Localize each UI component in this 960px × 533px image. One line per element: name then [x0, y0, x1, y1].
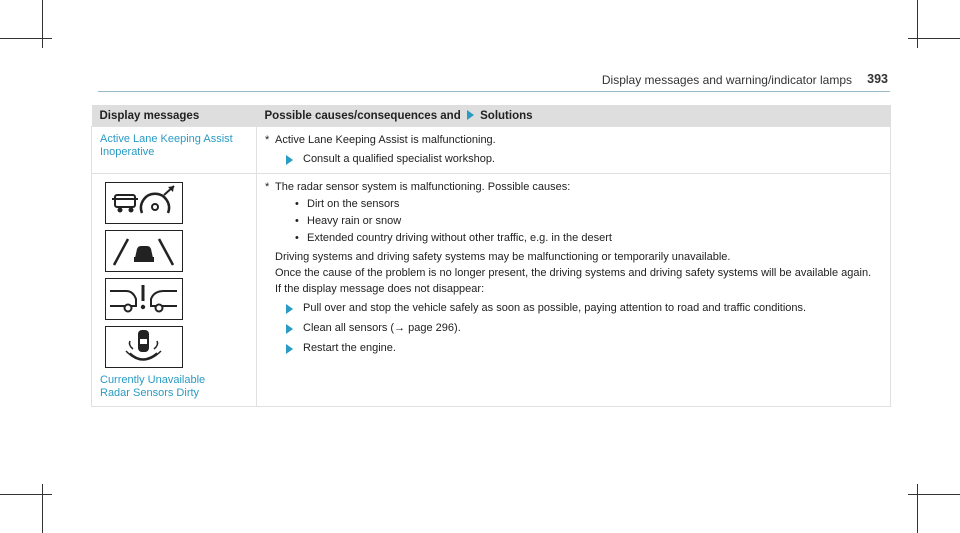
crop-mark: [0, 494, 52, 495]
distance-assist-warning-icon: [105, 182, 183, 224]
message-text: Radar Sensors Dirty: [100, 387, 200, 399]
solution-step: Pull over and stop the vehicle safely as soon as possible, paying attention to road and traffic conditions.: [283, 302, 882, 316]
col-header-causes: Possible causes/consequences and Solutions: [257, 105, 891, 127]
page-reference-link[interactable]: page 296: [408, 322, 455, 334]
paragraph: If the display message does not disappear:: [275, 283, 485, 295]
crop-mark: [42, 0, 43, 48]
parking-sensors-icon: [105, 326, 183, 368]
crop-mark: [42, 484, 43, 533]
lane-assist-icon: [105, 230, 183, 272]
collision-warning-icon: [105, 278, 183, 320]
crop-mark: [0, 38, 52, 39]
table-header-row: [92, 105, 891, 127]
message-text: Inoperative: [100, 146, 155, 158]
cause-cell: * Active Lane Keeping Assist is malfunctioning. Consult a qualified specialist workshop.: [257, 127, 891, 174]
table-row: [92, 127, 891, 174]
message-cell: [92, 127, 257, 174]
list-item: • Heavy rain or snow: [295, 215, 402, 227]
message-text: Active Lane Keeping Assist: [100, 133, 233, 145]
arrow-right-icon: [286, 344, 293, 354]
arrow-right-icon: [286, 304, 293, 314]
solution-step: Restart the engine.: [283, 342, 882, 356]
solution-step: Consult a qualified specialist workshop.: [283, 153, 882, 167]
page-number: 393: [867, 72, 888, 86]
table-row: [92, 174, 891, 407]
cause-cell: * The radar sensor system is malfunctioning. Possible causes: • Dirt on the sensors • Heavy rain or snow • Extended country driving without other traffic, e.g. in the desert Driving systems and driving safety systems may be malfunctioning or temporarily unavailable. Once the cause of the problem is no longer present, the driving systems and driving safety systems will be available again. If the display message does not disappear: Pull over and stop the vehicle safely as soon as possible, paying attention to road and traffic conditions. Clean all sensors (→ page 296). Restart the engine.: [257, 174, 891, 407]
list-item: • Extended country driving without other traffic, e.g. in the desert: [295, 232, 612, 244]
page-ref-arrow-icon: →: [394, 322, 406, 334]
page-header: [98, 71, 890, 92]
crop-mark: [917, 484, 918, 533]
message-text: Currently Unavailable: [100, 374, 206, 386]
paragraph: Once the cause of the problem is no longer present, the driving systems and driving safety systems will be available again.: [275, 267, 872, 279]
col-header-display-messages: Display messages: [92, 105, 257, 127]
header-title: Display messages and warning/indicator lamps: [601, 73, 852, 87]
display-messages-table: [91, 105, 891, 407]
crop-mark: [908, 494, 960, 495]
arrow-right-icon: [467, 110, 474, 120]
paragraph: Driving systems and driving safety systems may be malfunctioning or temporarily unavailable.: [275, 251, 731, 263]
crop-mark: [908, 38, 960, 39]
message-cell: [92, 174, 257, 407]
arrow-right-icon: [286, 324, 293, 334]
arrow-right-icon: [286, 155, 293, 165]
list-item: • Dirt on the sensors: [295, 198, 400, 210]
solution-step: Clean all sensors (→ page 296).: [283, 322, 882, 336]
crop-mark: [917, 0, 918, 48]
asterisk: *: [265, 134, 270, 146]
asterisk: *: [265, 181, 270, 193]
